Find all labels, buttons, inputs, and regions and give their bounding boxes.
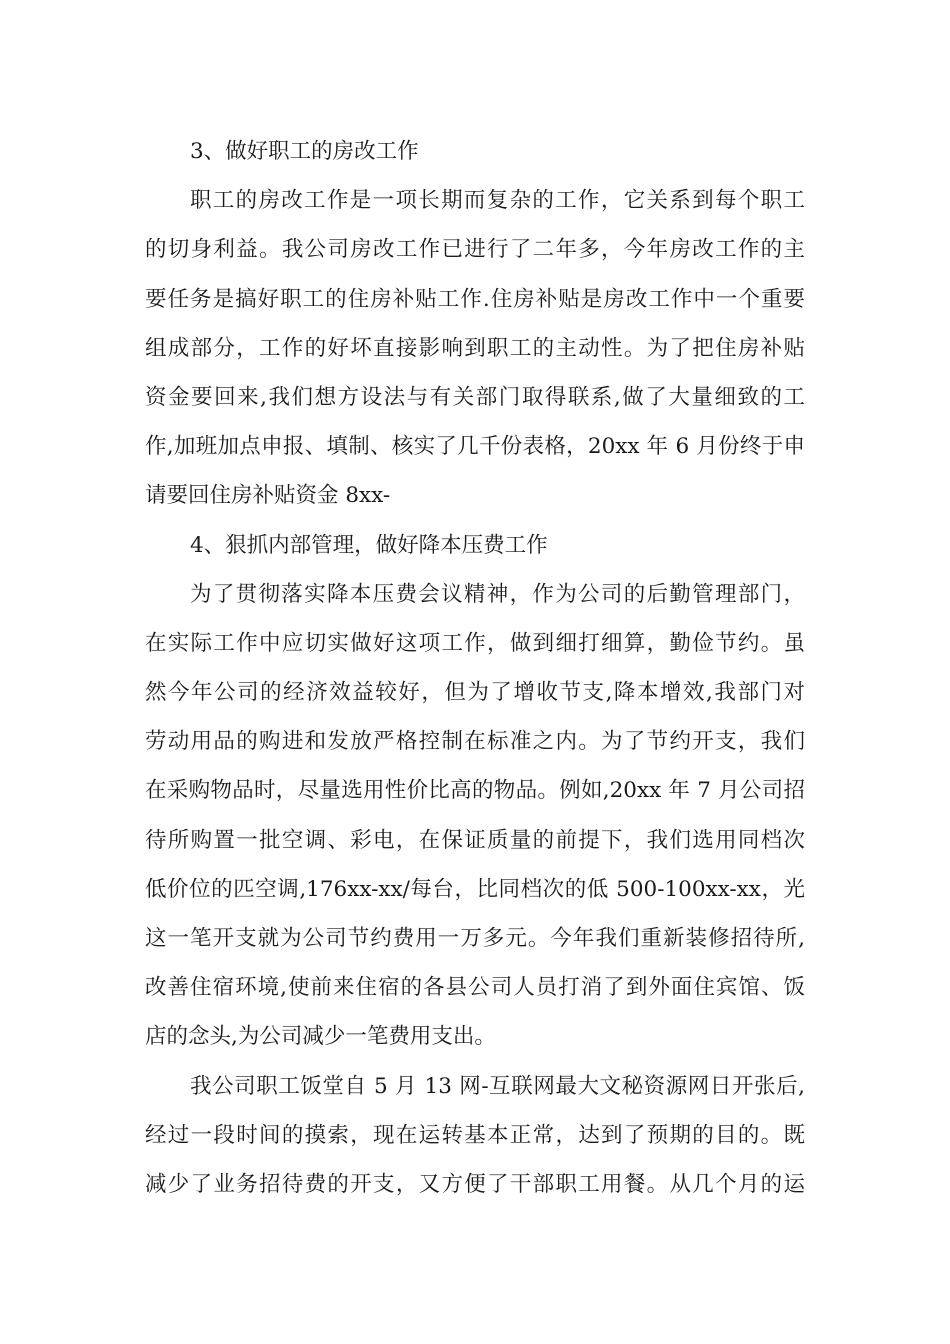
text-line: 店的念头,为公司减少一笔费用支出。 xyxy=(145,1024,496,1050)
text-line: 低价位的匹空调,176xx-xx/每台，比同档次的低 500-100xx-xx，光 xyxy=(145,876,805,902)
text-line: 3、做好职工的房改工作 xyxy=(190,139,419,164)
text-line: 经过一段时间的摸索，现在运转基本正常，达到了预期的目的。既 xyxy=(145,1122,805,1148)
text-line: 在采购物品时，尽量选用性价比高的物品。例如,20xx 年 7 月公司招 xyxy=(145,778,805,804)
text-line: 待所购置一批空调、彩电，在保证质量的前提下，我们选用同档次 xyxy=(145,827,805,853)
text-line: 要任务是搞好职工的住房补贴工作.住房补贴是房改工作中一个重要 xyxy=(145,286,805,312)
text-line: 作,加班加点申报、填制、核实了几千份表格，20xx 年 6 月份终于申 xyxy=(145,434,805,460)
text-line: 改善住宿环境,使前来住宿的各县公司人员打消了到外面住宾馆、饭 xyxy=(145,975,805,1001)
text-line: 然今年公司的经济效益较好，但为了增收节支,降本增效,我部门对 xyxy=(145,680,805,706)
text-line: 为了贯彻落实降本压费会议精神，作为公司的后勤管理部门， xyxy=(190,581,805,607)
text-line: 这一笔开支就为公司节约费用一万多元。今年我们重新装修招待所, xyxy=(145,926,805,951)
text-line: 减少了业务招待费的开支，又方便了干部职工用餐。从几个月的运 xyxy=(145,1171,805,1197)
text-line: 请要回住房补贴资金 8xx- xyxy=(145,483,391,509)
text-line: 资金要回来,我们想方设法与有关部门取得联系,做了大量细致的工 xyxy=(145,384,805,410)
text-line: 劳动用品的购进和发放严格控制在标准之内。为了节约开支，我们 xyxy=(145,729,805,755)
text-line: 的切身利益。我公司房改工作已进行了二年多，今年房改工作的主 xyxy=(145,237,805,263)
text-line: 4、狠抓内部管理，做好降本压费工作 xyxy=(190,532,548,558)
text-line: 职工的房改工作是一项长期而复杂的工作，它关系到每个职工 xyxy=(190,188,805,214)
document-body xyxy=(145,127,805,1209)
text-line: 在实际工作中应切实做好这项工作，做到细打细算，勤俭节约。虽 xyxy=(145,630,805,656)
text-line: 我公司职工饭堂自 5 月 13 网-互联网最大文秘资源网日开张后, xyxy=(190,1073,805,1099)
text-line: 组成部分，工作的好坏直接影响到职工的主动性。为了把住房补贴 xyxy=(145,335,805,361)
